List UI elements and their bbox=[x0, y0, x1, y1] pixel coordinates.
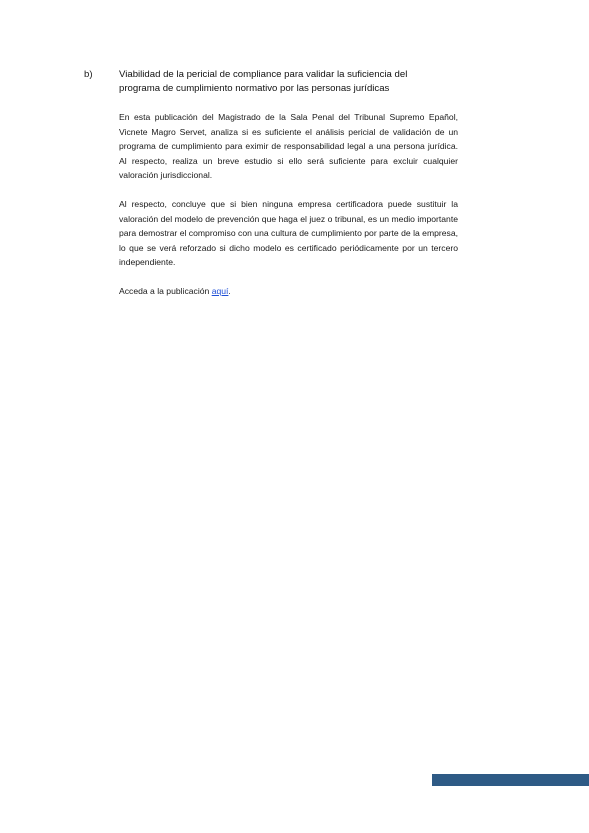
access-prefix: Acceda a la publicación bbox=[119, 285, 212, 296]
publication-link[interactable]: aquí bbox=[211, 285, 229, 296]
news-section bbox=[84, 68, 464, 313]
access-suffix: . bbox=[228, 285, 231, 296]
section-title: Viabilidad de la pericial de compliance para validar la suficiencia del programa de cumplimiento normativo por las personas jurídicas bbox=[119, 69, 408, 94]
section-heading bbox=[84, 68, 464, 96]
paragraph-conclusion: Al respecto, concluye que si bien ninguna empresa certificadora puede sustituir la valoración del modelo de prevención que haga el juez o tribunal, es un medio importante para demostrar el compromiso con una cultura de cumplimiento por parte de la empresa, lo que se verá reforzado si dicho modelo es certificado periódicamente por un tercero independiente. bbox=[119, 198, 458, 268]
footer-accent-bar bbox=[432, 774, 589, 786]
section-body bbox=[119, 110, 458, 299]
section-marker: b) bbox=[84, 69, 93, 80]
paragraph-summary: En esta publicación del Magistrado de la Sala Penal del Tribunal Supremo Epañol, Vicnete Magro Servet, analiza si es suficiente el análisis pericial de validación de un programa de cumplimiento para eximir de responsabilidad legal a una persona jurídica. Al respecto, realiza un breve estudio si ello será suficiente para excluir cualquier valoración jurisdiccional. bbox=[119, 112, 458, 181]
access-line bbox=[119, 284, 458, 299]
